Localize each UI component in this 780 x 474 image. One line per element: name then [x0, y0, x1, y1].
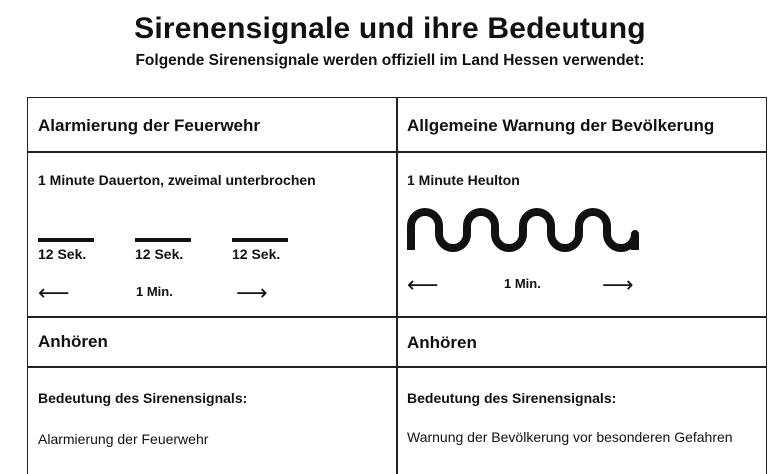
- row-divider-1: [28, 151, 766, 153]
- left-arrow-icon: ⟵: [407, 272, 439, 297]
- left-duration: 1 Min.: [136, 284, 173, 299]
- right-arrow-icon: ⟶: [236, 280, 268, 305]
- page-subtitle: Folgende Sirenensignale werden offiziell im Land Hessen verwendet:: [135, 52, 645, 69]
- right-heading: Allgemeine Warnung der Bevölkerung: [407, 116, 715, 135]
- left-signal-description: 1 Minute Dauerton, zweimal unterbrochen: [38, 172, 316, 188]
- howl-wave-icon: [407, 206, 639, 254]
- left-meaning-label: Bedeutung des Sirenensignals:: [38, 390, 248, 406]
- right-signal-description: 1 Minute Heulton: [407, 172, 520, 188]
- left-heading: Alarmierung der Feuerwehr: [38, 116, 261, 135]
- left-arrow-icon: ⟵: [38, 280, 70, 305]
- right-arrow-icon: ⟶: [602, 272, 634, 297]
- segment-label-2: 12 Sek.: [135, 246, 184, 262]
- signal-bar-2: [135, 238, 191, 242]
- right-duration: 1 Min.: [504, 276, 541, 291]
- left-meaning: Alarmierung der Feuerwehr: [38, 431, 209, 447]
- row-divider-3: [28, 366, 766, 368]
- segment-label-1: 12 Sek.: [38, 246, 87, 262]
- right-listen-button[interactable]: Anhören: [407, 333, 477, 352]
- siren-table: [27, 97, 767, 474]
- right-meaning-label: Bedeutung des Sirenensignals:: [407, 390, 617, 406]
- right-meaning: Warnung der Bevölkerung vor besonderen Gefahren: [407, 429, 733, 445]
- row-divider-2: [28, 316, 766, 318]
- left-listen-button[interactable]: Anhören: [38, 332, 108, 351]
- signal-bar-3: [232, 238, 288, 242]
- segment-label-3: 12 Sek.: [232, 246, 281, 262]
- signal-bar-1: [38, 238, 94, 242]
- column-divider: [396, 98, 398, 474]
- page-title: Sirenensignale und ihre Bedeutung: [134, 12, 646, 45]
